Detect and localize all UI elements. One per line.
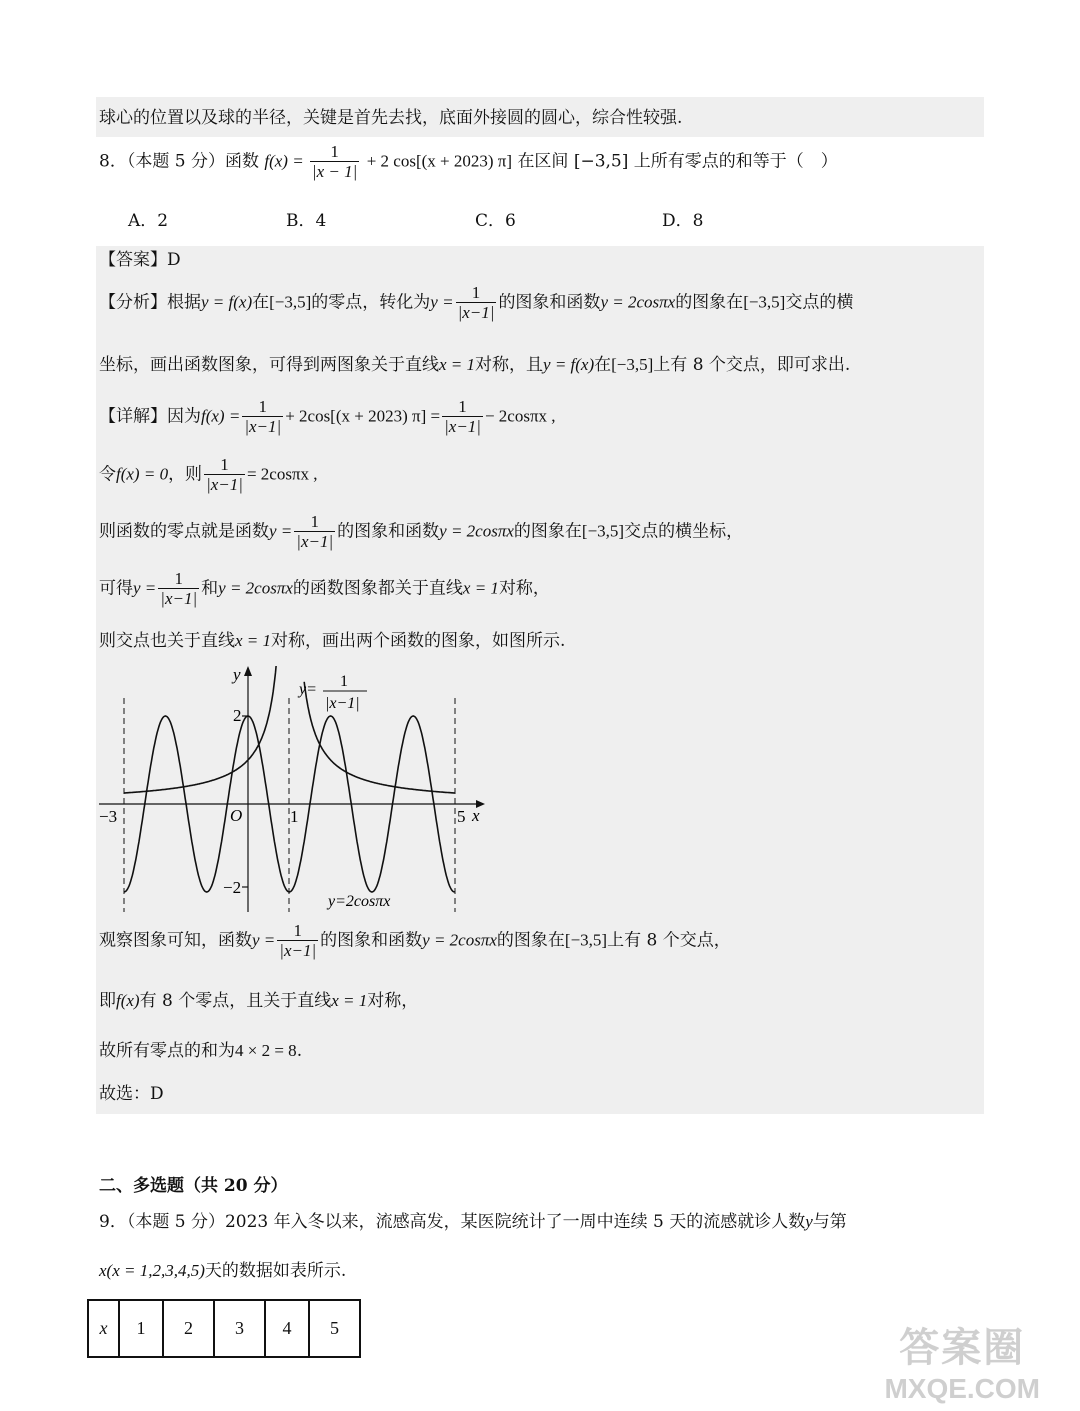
table-cell: 5 bbox=[309, 1300, 360, 1357]
question-9-line-2 bbox=[99, 1261, 346, 1281]
table-cell: 2 bbox=[163, 1300, 214, 1357]
analysis-math: y = bbox=[430, 292, 454, 312]
analysis-text: 的零点，转化为 bbox=[311, 292, 431, 313]
fraction-den: |x−1| bbox=[244, 416, 282, 436]
analysis-math: y = f(x) bbox=[543, 355, 595, 374]
option-d: D．8 bbox=[662, 211, 704, 231]
analysis-text: 【分析】根据 bbox=[99, 292, 201, 313]
analysis-text: 在 bbox=[252, 292, 270, 313]
detail-text: 【详解】因为 bbox=[99, 406, 201, 427]
q8-prefix: 8．（本题 5 分）函数 bbox=[99, 151, 259, 172]
detail-line-8 bbox=[99, 1041, 302, 1061]
detail-text: 则交点也关于直线 bbox=[99, 631, 235, 651]
tick-label-2: 2 bbox=[233, 706, 242, 725]
detail-math: 4 × 2 = 8 bbox=[235, 1041, 297, 1060]
fraction-num: 1 bbox=[174, 569, 183, 588]
tick-label-5: 5 bbox=[457, 807, 466, 826]
analysis-fraction bbox=[456, 284, 497, 322]
fraction-num: 1 bbox=[258, 397, 267, 416]
detail-math: y = bbox=[269, 521, 293, 541]
detail-text: 可得 bbox=[99, 578, 133, 599]
detail-math: [−3,5] bbox=[581, 521, 625, 541]
detail-line-4 bbox=[99, 570, 550, 608]
fraction-num: 1 bbox=[220, 455, 229, 474]
detail-fraction bbox=[277, 922, 318, 960]
detail-text: 对称， bbox=[498, 578, 550, 599]
table-cell: 3 bbox=[214, 1300, 265, 1357]
section-2-heading: 二、多选题（共 20 分） bbox=[99, 1176, 288, 1196]
detail-text: 即 bbox=[99, 991, 116, 1011]
y-axis-label: y bbox=[233, 666, 241, 684]
recip-label-num: 1 bbox=[340, 673, 348, 690]
detail-text: 对称，画出两个函数的图象，如图所示. bbox=[271, 631, 566, 651]
detail-text: 故所有零点的和为 bbox=[99, 1041, 235, 1061]
q9-text: 9．（本题 5 分）2023 年入冬以来，流感高发，某医院统计了一周中连续 5 天的流感就诊人数 bbox=[99, 1212, 806, 1232]
detail-text: 的图象在 bbox=[513, 521, 582, 542]
analysis-math: [−3,5] bbox=[743, 292, 786, 312]
fraction-den: |x−1| bbox=[279, 940, 317, 960]
tick-label-1: 1 bbox=[290, 807, 299, 826]
analysis-text: 的图象和函数 bbox=[498, 292, 601, 313]
detail-math: f(x) = bbox=[201, 406, 241, 426]
detail-text: 对称， bbox=[367, 991, 419, 1011]
detail-text: 的图象和函数 bbox=[320, 930, 423, 951]
watermark-bottom: MXQE.COM bbox=[884, 1373, 1040, 1404]
fraction-num: 1 bbox=[471, 283, 481, 302]
tick-label-neg2: −2 bbox=[223, 878, 242, 897]
y-axis-arrow bbox=[244, 666, 252, 676]
table-cell: 4 bbox=[265, 1300, 309, 1357]
detail-fraction bbox=[442, 398, 483, 436]
option-a: A．2 bbox=[128, 211, 169, 231]
detail-line-3 bbox=[99, 513, 743, 551]
detail-math: y = 2cosπx bbox=[422, 930, 497, 950]
fraction-den: |x−1| bbox=[160, 588, 198, 608]
detail-text: 观察图象可知，函数 bbox=[99, 930, 252, 951]
fraction-num: 1 bbox=[458, 397, 467, 416]
detail-math: x = 1 bbox=[462, 578, 499, 598]
analysis-line-2 bbox=[99, 355, 850, 375]
fraction-den: |x−1| bbox=[296, 531, 334, 551]
detail-text: 的图象在 bbox=[496, 930, 565, 951]
data-table bbox=[87, 1299, 361, 1358]
detail-line-5 bbox=[99, 631, 565, 651]
fraction-num: 1 bbox=[293, 921, 302, 940]
detail-math: x = 1 bbox=[235, 631, 272, 650]
question-8 bbox=[99, 143, 838, 181]
analysis-text: 坐标，画出函数图象，可得到两图象关于直线 bbox=[99, 355, 439, 375]
detail-fraction bbox=[158, 570, 199, 608]
q9-math: y bbox=[805, 1212, 813, 1231]
detail-math: y = bbox=[133, 578, 157, 598]
detail-text: 上有 8 个交点， bbox=[607, 930, 731, 951]
fraction-num: 1 bbox=[310, 512, 319, 531]
detail-line-7 bbox=[99, 991, 418, 1011]
analysis-math: x = 1 bbox=[439, 355, 476, 374]
watermark bbox=[884, 1316, 1040, 1405]
option-b: B．4 bbox=[286, 211, 327, 231]
detail-fraction bbox=[204, 456, 245, 494]
origin-label: O bbox=[230, 806, 243, 825]
x-axis-label: x bbox=[472, 806, 480, 825]
detail-text: 和 bbox=[201, 578, 219, 599]
detail-math: y = 2cosπx bbox=[218, 578, 293, 598]
analysis-math: [−3,5] bbox=[611, 355, 654, 374]
detail-math: f(x) bbox=[116, 991, 140, 1010]
detail-text: 有 8 个零点，且关于直线 bbox=[139, 991, 332, 1011]
option-c: C．6 bbox=[475, 211, 516, 231]
q9-text: 与第 bbox=[812, 1212, 847, 1232]
analysis-text: 的图象在 bbox=[675, 292, 744, 313]
analysis-text: 在 bbox=[594, 355, 612, 375]
detail-line-2 bbox=[99, 456, 318, 494]
q8-suffix: 在区间 [−3,5] 上所有零点的和等于（ ） bbox=[517, 151, 838, 172]
detail-text: 的图象和函数 bbox=[337, 521, 440, 542]
q8-plus-cos: + 2 cos[(x + 2023) π] bbox=[366, 151, 513, 171]
detail-math: [−3,5] bbox=[564, 930, 608, 950]
q8-num: 1 bbox=[330, 142, 339, 161]
detail-text: ，则 bbox=[168, 464, 203, 485]
q8-den: |x − 1| bbox=[311, 161, 358, 181]
q9-text: 天的数据如表所示. bbox=[204, 1261, 347, 1281]
cos-label: y=2cosπx bbox=[328, 893, 391, 910]
watermark-top: 答案圈 bbox=[899, 1326, 1026, 1370]
answer: 【答案】D bbox=[99, 250, 181, 270]
analysis-text: 对称，且 bbox=[475, 355, 544, 375]
q8-fraction bbox=[310, 143, 359, 181]
table-header-cell: x bbox=[88, 1300, 119, 1357]
fraction-den: |x−1| bbox=[444, 416, 481, 436]
analysis-math: [−3,5] bbox=[269, 292, 312, 312]
detail-line-1 bbox=[99, 398, 556, 436]
fraction-den: |x−1| bbox=[457, 302, 495, 322]
detail-text: 令 bbox=[99, 464, 116, 485]
detail-math: y = bbox=[252, 930, 276, 950]
detail-fraction bbox=[294, 513, 335, 551]
fraction-den: |x−1| bbox=[206, 474, 243, 494]
function-graph bbox=[99, 666, 485, 912]
detail-text: . bbox=[296, 1041, 303, 1061]
question-9-line-1 bbox=[99, 1212, 847, 1232]
analysis-math: y = 2cosπx bbox=[600, 292, 676, 312]
analysis-text: 交点的横 bbox=[785, 292, 854, 313]
analysis-text: 上有 8 个交点，即可求出. bbox=[653, 355, 851, 375]
detail-math: f(x) = 0 bbox=[116, 464, 169, 484]
detail-math: y = 2cosπx bbox=[439, 521, 514, 541]
recip-label-y: y= bbox=[299, 681, 317, 698]
table-cell: 1 bbox=[119, 1300, 163, 1357]
q8-fx: f(x) = bbox=[264, 151, 308, 171]
analysis-line-1 bbox=[99, 284, 853, 322]
final-choice: 故选：D bbox=[99, 1084, 164, 1104]
recip-label-den: |x−1| bbox=[325, 695, 360, 712]
q9-math: x(x = 1,2,3,4,5) bbox=[99, 1261, 205, 1280]
detail-math: = 2cosπx , bbox=[246, 464, 318, 484]
detail-math: x = 1 bbox=[331, 991, 368, 1010]
intro-line: 球心的位置以及球的半径，关键是首先去找，底面外接圆的圆心，综合性较强. bbox=[99, 108, 683, 128]
detail-line-6 bbox=[99, 922, 731, 960]
tick-label-neg3: −3 bbox=[99, 807, 118, 826]
detail-math: − 2cosπx , bbox=[484, 406, 556, 426]
detail-text: 交点的横坐标， bbox=[624, 521, 744, 542]
detail-text: 则函数的零点就是函数 bbox=[99, 521, 269, 542]
table-row bbox=[88, 1300, 360, 1357]
detail-math: + 2cos[(x + 2023) π] = bbox=[285, 406, 441, 426]
detail-fraction bbox=[242, 398, 283, 436]
detail-text: 的函数图象都关于直线 bbox=[292, 578, 463, 599]
graph-svg bbox=[99, 666, 485, 912]
analysis-math: y = f(x) bbox=[201, 292, 253, 312]
